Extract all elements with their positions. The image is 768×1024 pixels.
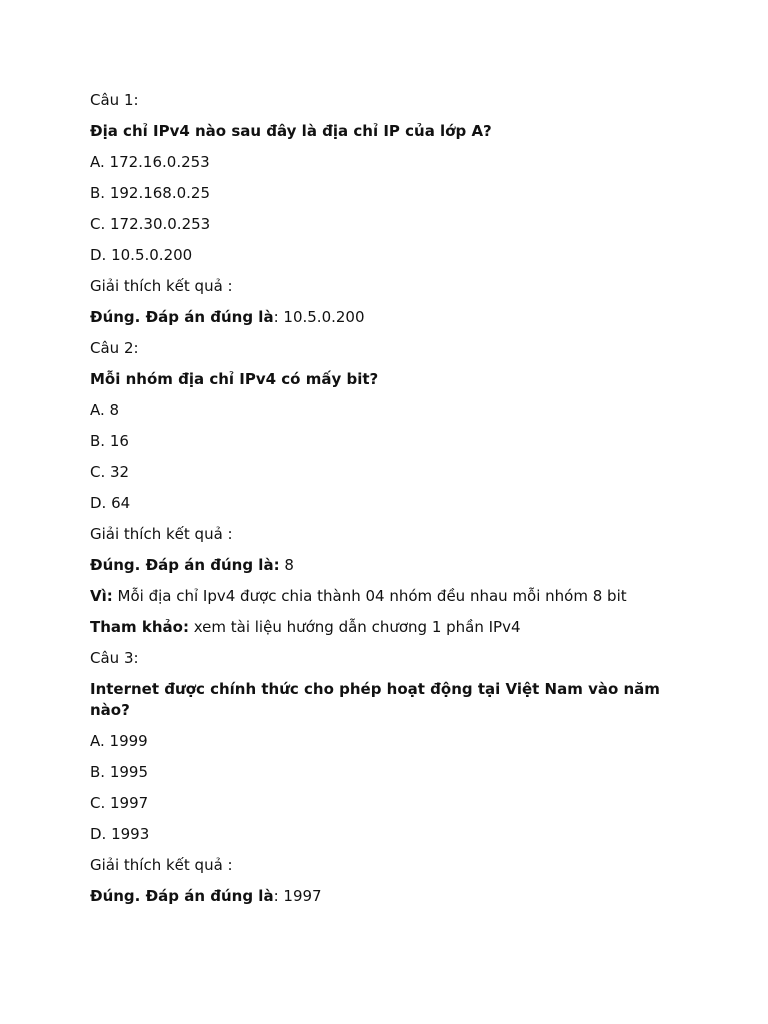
- reference-text: xem tài liệu hướng dẫn chương 1 phần IPv4: [188, 618, 521, 636]
- question-1-explain-label: Giải thích kết quả :: [90, 277, 233, 295]
- question-1-option-c: C. 172.30.0.253: [90, 215, 211, 233]
- question-1-option-a: A. 172.16.0.253: [90, 153, 210, 171]
- question-3-option-d: D. 1993: [90, 825, 150, 843]
- question-1-option-b: B. 192.168.0.25: [90, 184, 211, 202]
- question-1-label: Câu 1:: [90, 91, 139, 109]
- question-3-label: Câu 3:: [90, 649, 139, 667]
- question-2-reason: [90, 586, 680, 607]
- answer-value: : 1997: [273, 887, 322, 905]
- question-3-explain-label: Giải thích kết quả :: [90, 856, 233, 874]
- reason-label: Vì:: [90, 587, 113, 605]
- reason-text: Mỗi địa chỉ Ipv4 được chia thành 04 nhóm đều nhau mỗi nhóm 8 bit: [112, 587, 627, 605]
- answer-value: 8: [279, 556, 294, 574]
- question-2-answer: [90, 555, 680, 576]
- question-1-answer: [90, 307, 680, 328]
- question-1-text: Địa chỉ IPv4 nào sau đây là địa chỉ IP của lớp A?: [90, 122, 492, 140]
- question-2-option-a: A. 8: [90, 401, 120, 419]
- answer-label: Đúng. Đáp án đúng là: [90, 887, 274, 905]
- question-3-option-c: C. 1997: [90, 794, 149, 812]
- question-2-option-d: D. 64: [90, 494, 131, 512]
- question-2-reference: [90, 617, 680, 638]
- document-page: [90, 90, 680, 917]
- question-1-option-d: D. 10.5.0.200: [90, 246, 193, 264]
- question-2-option-b: B. 16: [90, 432, 129, 450]
- question-3-answer: [90, 886, 680, 907]
- answer-label: Đúng. Đáp án đúng là: [90, 308, 274, 326]
- question-3-option-b: B. 1995: [90, 763, 149, 781]
- question-2-explain-label: Giải thích kết quả :: [90, 525, 233, 543]
- answer-label: Đúng. Đáp án đúng là:: [90, 556, 280, 574]
- question-2-text: Mỗi nhóm địa chỉ IPv4 có mấy bit?: [90, 370, 379, 388]
- reference-label: Tham khảo:: [90, 618, 189, 636]
- question-3-option-a: A. 1999: [90, 732, 148, 750]
- question-3-text: Internet được chính thức cho phép hoạt động tại Việt Nam vào năm nào?: [90, 680, 660, 719]
- question-2-label: Câu 2:: [90, 339, 139, 357]
- question-2-option-c: C. 32: [90, 463, 130, 481]
- answer-value: : 10.5.0.200: [273, 308, 365, 326]
